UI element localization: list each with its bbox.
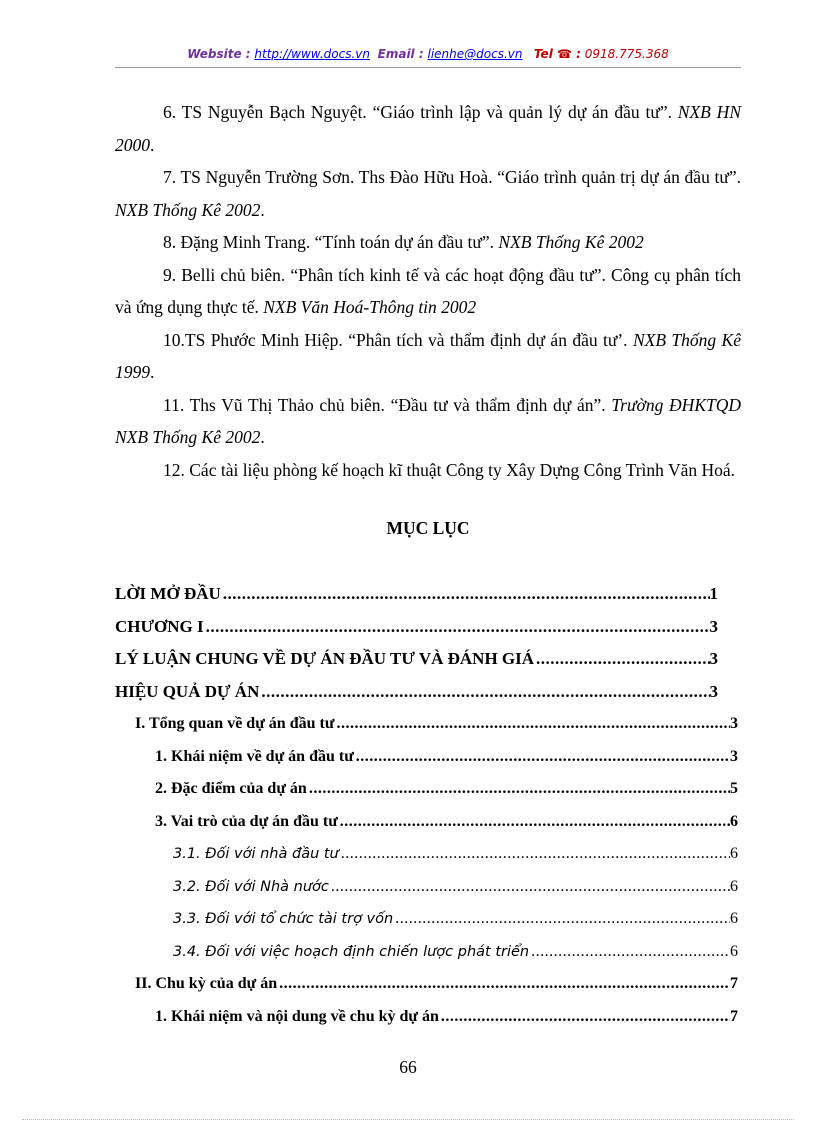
toc-entry[interactable]: 1. Khái niệm và nội dung về chu kỳ dự án ..... 7: [155, 1001, 738, 1034]
reference-item: 8. Đặng Minh Trang. “Tính toán dự án đầu tư”. NXB Thống Kê 2002: [163, 232, 644, 252]
toc-entry[interactable]: 3.2. Đối với Nhà nước ..... 6: [173, 871, 738, 904]
page-header: [115, 47, 741, 68]
reference-item: 12. Các tài liệu phòng kế hoạch kĩ thuật Công ty Xây Dựng Công Trình Văn Hoá.: [163, 459, 736, 480]
email-link[interactable]: lienhe@docs.vn: [427, 47, 523, 61]
tel-label: Tel ☎ :: [533, 47, 581, 61]
reference-item: 6. TS Nguyễn Bạch Nguyệt. “Giáo trình lập và quản lý dự án đầu tư”. NXB HN 2000.: [115, 102, 741, 155]
toc-entry[interactable]: LỜI MỞ ĐẦU ..... 1: [115, 578, 718, 611]
toc-entry[interactable]: 3. Vai trò của dự án đầu tư ..... 6: [155, 806, 738, 839]
reference-item: 10.TS Phước Minh Hiệp. “Phân tích và thẩm định dự án đầu tư’. NXB Thống Kê 1999.: [115, 329, 741, 382]
toc-entry[interactable]: 3.3. Đối với tổ chức tài trợ vốn ..... 6: [173, 903, 738, 936]
reference-list: [115, 96, 741, 486]
website-link[interactable]: http://www.docs.vn: [254, 47, 370, 61]
toc-entry[interactable]: 3.4. Đối với việc hoạch định chiến lược phát triển ..... 6: [173, 936, 738, 969]
toc-title: MỤC LỤC: [386, 518, 470, 538]
toc-entry[interactable]: 2. Đặc điểm của dự án ..... 5: [155, 773, 738, 806]
toc-entry[interactable]: HIỆU QUẢ DỰ ÁN ..... 3: [115, 676, 718, 709]
website-label: Website :: [187, 47, 251, 61]
page-number: 66: [399, 1057, 417, 1077]
reference-item: 7. TS Nguyễn Trường Sơn. Ths Đào Hữu Hoà. “Giáo trình quản trị dự án đầu tư”. NXB Thống Kê 2002.: [115, 167, 741, 220]
toc-entry[interactable]: CHƯƠNG I ..... 3: [115, 611, 718, 644]
reference-item: 11. Ths Vũ Thị Thảo chủ biên. “Đầu tư và thẩm định dự án”. Trường ĐHKTQD NXB Thống Kê 2002.: [115, 394, 742, 447]
tel-number: 0918.775.368: [584, 47, 669, 61]
toc-entry[interactable]: 3.1. Đối với nhà đầu tư ..... 6: [173, 838, 738, 871]
reference-item: 9. Belli chủ biên. “Phân tích kinh tế và các hoạt động đầu tư”. Công cụ phân tích và ứng dụng thực tế. NXB Văn Hoá-Thông tin 2002: [115, 264, 741, 317]
toc-entry[interactable]: I. Tổng quan về dự án đầu tư ..... 3: [135, 708, 738, 741]
toc-entry[interactable]: II. Chu kỳ của dự án ..... 7: [135, 968, 738, 1001]
email-label: Email :: [377, 47, 424, 61]
toc-entry[interactable]: LÝ LUẬN CHUNG VỀ DỰ ÁN ĐẦU TƯ VÀ ĐÁNH GIÁ ..... 3: [115, 643, 718, 676]
footer-divider: [22, 1119, 794, 1120]
toc-entry[interactable]: 1. Khái niệm về dự án đầu tư ..... 3: [155, 741, 738, 774]
table-of-contents: [115, 578, 741, 1033]
